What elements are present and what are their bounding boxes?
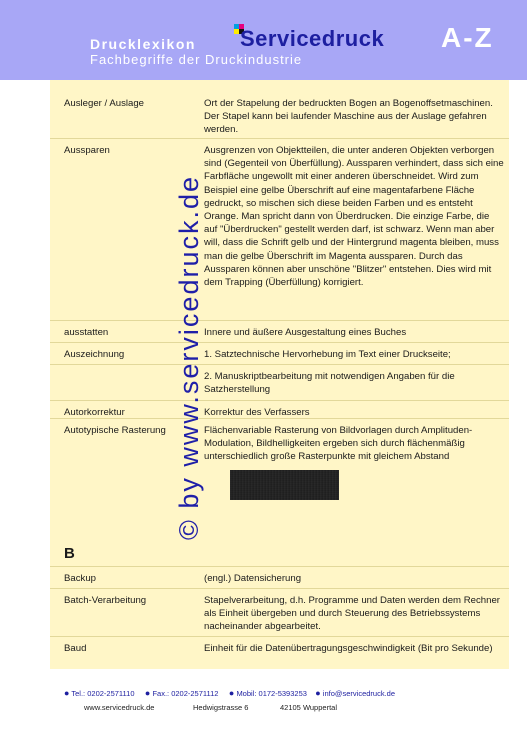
entry-row bbox=[50, 588, 509, 633]
entry-row bbox=[50, 364, 509, 396]
entry-definition: Einheit für die Datenübertragungsgeschwindigkeit (Bit pro Sekunde) bbox=[204, 643, 493, 654]
footer-fax[interactable]: Fax.: 0202-2571112 bbox=[152, 689, 219, 698]
entry-row bbox=[50, 342, 509, 360]
entry-definition: (engl.) Datensicherung bbox=[204, 573, 302, 584]
entry-term: Autotypische Rasterung bbox=[64, 425, 166, 436]
footer-web[interactable]: www.servicedruck.de bbox=[84, 703, 155, 712]
bullet-icon: ● bbox=[144, 688, 151, 698]
entry-term: Aussparen bbox=[64, 145, 110, 156]
az-label: A-Z bbox=[441, 22, 494, 53]
entry-row bbox=[50, 636, 509, 654]
entry-term: ausstatten bbox=[64, 327, 109, 338]
footer-email[interactable]: info@servicedruck.de bbox=[322, 689, 396, 698]
entry-definition: Flächenvariable Rasterung von Bildvorlagen durch Amplituden-Modulation, Bildhelligkeiten ergeben sich durch flächenmäßig unterschiedlich große Rasterpunkte mit gleichem Abstand bbox=[204, 425, 473, 463]
footer-mobil[interactable]: Mobil: 0172-5393253 bbox=[236, 689, 307, 698]
entry-row bbox=[50, 400, 509, 418]
bullet-icon: ● bbox=[315, 688, 321, 698]
entry-row bbox=[50, 138, 509, 289]
header-title: Drucklexikon bbox=[90, 36, 196, 52]
brand-name: Servicedruck bbox=[240, 26, 385, 51]
entry-row bbox=[50, 320, 509, 338]
bullet-icon: ● bbox=[64, 688, 70, 698]
entry-definition: Ort der Stapelung der bedruckten Bogen an Bogenoffsetmaschinen. Der Stapel kann bei laufender Maschine aus der Auslage gefahren werden. bbox=[204, 98, 493, 136]
watermark-text: © by www.servicedruck.de bbox=[174, 175, 204, 540]
entry-row bbox=[50, 418, 509, 463]
entry-term: Baud bbox=[64, 643, 87, 654]
entry-definition: Korrektur des Verfassers bbox=[204, 407, 310, 418]
halftone-raster-sample bbox=[230, 470, 339, 500]
footer-contacts bbox=[64, 688, 395, 698]
entry-term: Ausleger / Auslage bbox=[64, 98, 145, 109]
glossary-content bbox=[50, 80, 509, 669]
entry-row bbox=[50, 566, 509, 584]
entry-term: Backup bbox=[64, 573, 96, 584]
entry-definition: Ausgrenzen von Objektteilen, die unter anderen Objekten verborgen sind (Gegenteil von Überfüllung). Aussparen verhindert, dass sich eine Farbfläche ungewollt mit einer anderen überschneidet. Wird zum Beispiel eine gelbe Überschrift auf eine magentafarbene Fläche gedruckt, so mischen sich diese beiden Farben und es entsteht Orange. Man spricht dann von Überdrucken. Die einzige Farbe, die auf "Überdrucken" gestellt werden darf, ist schwarz. Wenn man aber will, dass die Schrift gelb und der Hintergrund magenta bleiben, muss man die gelbe Überschrift im Magenta aussparen. Durch das Aussparen können aber unschöne "Blitzer" entstehen. Dies wird mit dem Trapping (Überfüllung) korrigiert. bbox=[204, 145, 504, 289]
footer-tel[interactable]: Tel.: 0202-2571110 bbox=[71, 689, 135, 698]
bullet-icon: ● bbox=[228, 688, 235, 698]
entry-term: Autorkorrektur bbox=[64, 407, 125, 418]
footer-street: Hedwigstrasse 6 bbox=[193, 703, 249, 712]
entry-definition: Stapelverarbeitung, d.h. Programme und Daten werden dem Rechner als Einheit übergeben und durch Steuerung des Betriebssystems nacheinander abgearbeitet. bbox=[204, 595, 500, 633]
entry-definition: 2. Manuskriptbearbeitung mit notwendigen Angaben für die Satzherstellung bbox=[204, 371, 455, 396]
section-heading-b: B bbox=[64, 545, 75, 562]
entry-definition: Innere und äußere Ausgestaltung eines Buches bbox=[204, 327, 407, 338]
entry-definition: 1. Satztechnische Hervorhebung im Text einer Druckseite; bbox=[204, 349, 451, 360]
footer-city: 42105 Wuppertal bbox=[280, 703, 337, 712]
entry-term: Batch-Verarbeitung bbox=[64, 595, 147, 606]
entry-term: Auszeichnung bbox=[64, 349, 125, 360]
page-header bbox=[0, 0, 527, 80]
header-subtitle: Fachbegriffe der Druckindustrie bbox=[90, 52, 303, 67]
